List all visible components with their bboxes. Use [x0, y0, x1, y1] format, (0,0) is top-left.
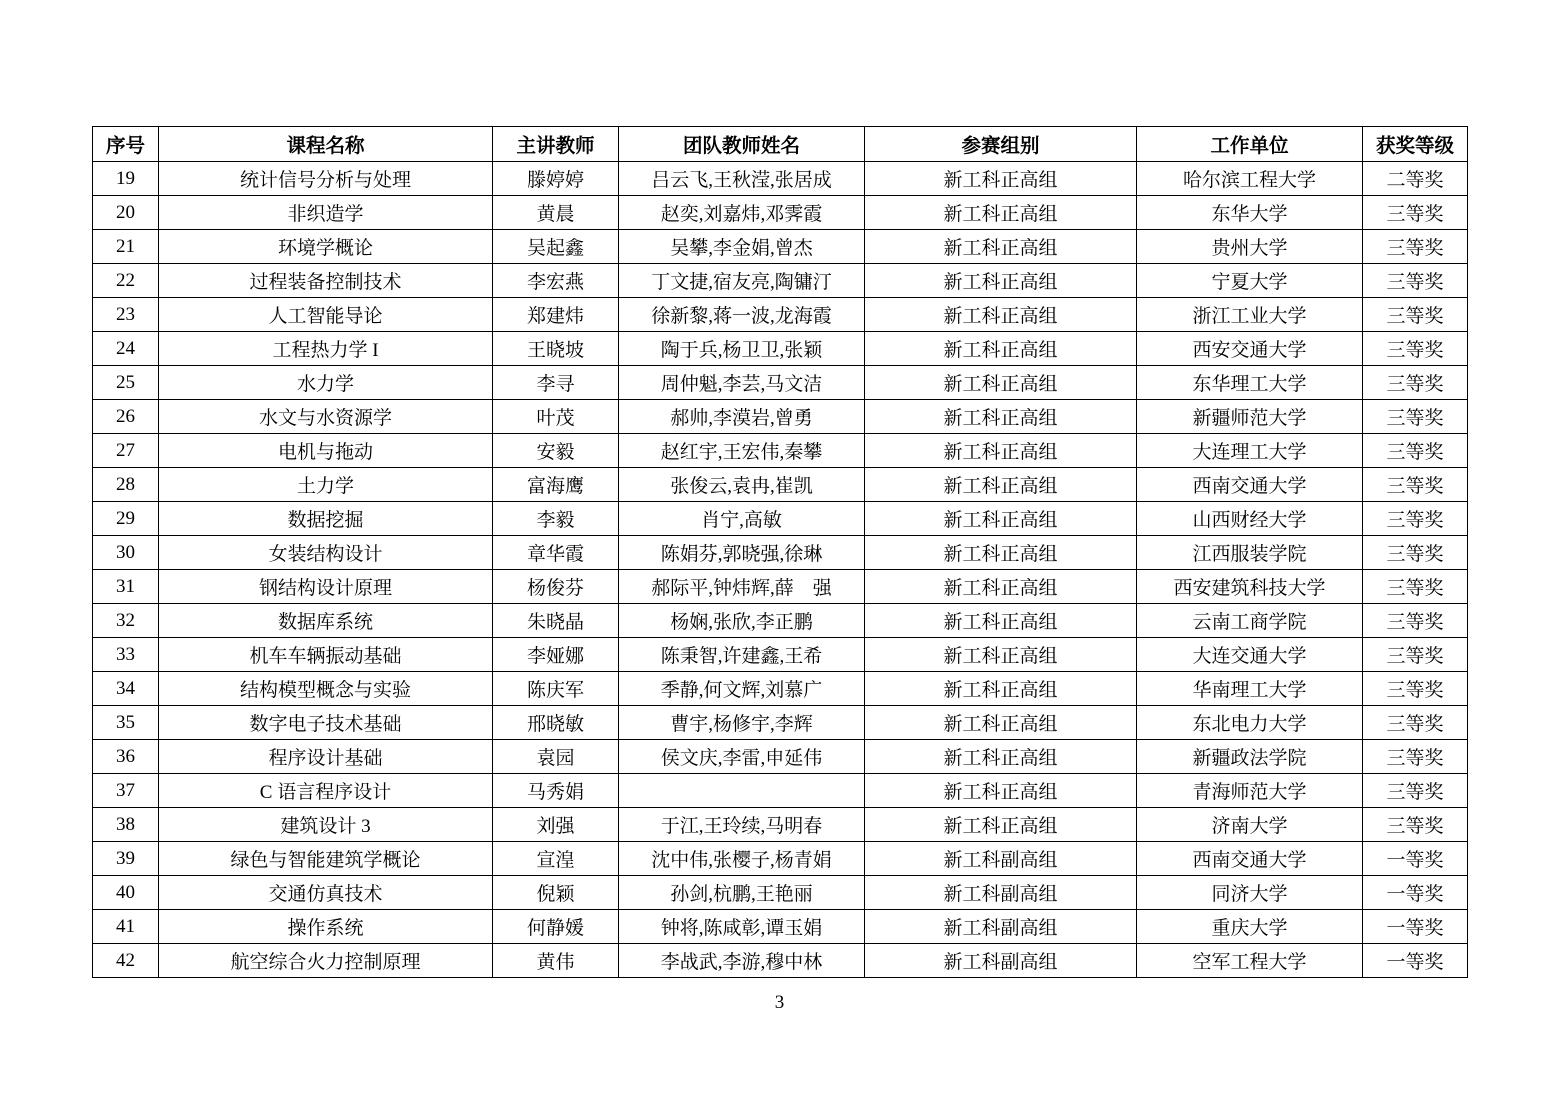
- cell-team-members: 郝际平,钟炜辉,薛 强: [619, 570, 865, 604]
- cell-lead-teacher: 倪颖: [493, 876, 619, 910]
- cell-award-level: 三等奖: [1363, 672, 1468, 706]
- cell-award-level: 一等奖: [1363, 842, 1468, 876]
- cell-institution: 贵州大学: [1137, 230, 1363, 264]
- table-row: [93, 944, 1468, 978]
- table-row: [93, 570, 1468, 604]
- table-row: [93, 468, 1468, 502]
- cell-course-name: 人工智能导论: [159, 298, 493, 332]
- cell-award-level: 三等奖: [1363, 536, 1468, 570]
- cell-award-level: 三等奖: [1363, 196, 1468, 230]
- cell-award-level: 三等奖: [1363, 434, 1468, 468]
- cell-index: 36: [93, 740, 159, 774]
- cell-lead-teacher: 李毅: [493, 502, 619, 536]
- award-table-container: [92, 126, 1467, 978]
- cell-institution: 大连交通大学: [1137, 638, 1363, 672]
- table-row: [93, 162, 1468, 196]
- cell-course-name: 女装结构设计: [159, 536, 493, 570]
- cell-lead-teacher: 黄伟: [493, 944, 619, 978]
- cell-award-level: 三等奖: [1363, 706, 1468, 740]
- cell-course-name: 机车车辆振动基础: [159, 638, 493, 672]
- column-header-award-level: 获奖等级: [1363, 127, 1468, 162]
- cell-lead-teacher: 郑建炜: [493, 298, 619, 332]
- cell-team-members: 郝帅,李漠岩,曾勇: [619, 400, 865, 434]
- cell-award-level: 三等奖: [1363, 808, 1468, 842]
- cell-group: 新工科副高组: [865, 876, 1137, 910]
- table-row: [93, 808, 1468, 842]
- cell-institution: 江西服装学院: [1137, 536, 1363, 570]
- table-row: [93, 876, 1468, 910]
- cell-award-level: 三等奖: [1363, 332, 1468, 366]
- cell-team-members: 李战武,李游,穆中林: [619, 944, 865, 978]
- cell-institution: 重庆大学: [1137, 910, 1363, 944]
- cell-award-level: 一等奖: [1363, 944, 1468, 978]
- cell-course-name: 过程装备控制技术: [159, 264, 493, 298]
- cell-lead-teacher: 黄晨: [493, 196, 619, 230]
- column-header-group: 参赛组别: [865, 127, 1137, 162]
- cell-group: 新工科正高组: [865, 264, 1137, 298]
- table-row: [93, 536, 1468, 570]
- cell-group: 新工科正高组: [865, 570, 1137, 604]
- cell-award-level: 二等奖: [1363, 162, 1468, 196]
- cell-index: 21: [93, 230, 159, 264]
- cell-team-members: 张俊云,袁冉,崔凯: [619, 468, 865, 502]
- cell-group: 新工科正高组: [865, 366, 1137, 400]
- table-row: [93, 774, 1468, 808]
- table-row: [93, 638, 1468, 672]
- cell-institution: 新疆政法学院: [1137, 740, 1363, 774]
- cell-lead-teacher: 叶茂: [493, 400, 619, 434]
- cell-group: 新工科正高组: [865, 638, 1137, 672]
- cell-institution: 东北电力大学: [1137, 706, 1363, 740]
- cell-team-members: 吕云飞,王秋滢,张居成: [619, 162, 865, 196]
- table-row: [93, 298, 1468, 332]
- table-row: [93, 366, 1468, 400]
- cell-institution: 华南理工大学: [1137, 672, 1363, 706]
- cell-lead-teacher: 宣湟: [493, 842, 619, 876]
- cell-course-name: 工程热力学 I: [159, 332, 493, 366]
- cell-group: 新工科正高组: [865, 434, 1137, 468]
- cell-lead-teacher: 陈庆军: [493, 672, 619, 706]
- cell-team-members: 赵奕,刘嘉炜,邓霁霞: [619, 196, 865, 230]
- cell-lead-teacher: 何静媛: [493, 910, 619, 944]
- cell-team-members: 侯文庆,李雷,申延伟: [619, 740, 865, 774]
- cell-course-name: 电机与拖动: [159, 434, 493, 468]
- cell-index: 28: [93, 468, 159, 502]
- cell-index: 41: [93, 910, 159, 944]
- cell-index: 24: [93, 332, 159, 366]
- cell-institution: 济南大学: [1137, 808, 1363, 842]
- cell-team-members: 季静,何文辉,刘慕广: [619, 672, 865, 706]
- cell-team-members: 于江,王玲续,马明春: [619, 808, 865, 842]
- cell-lead-teacher: 马秀娟: [493, 774, 619, 808]
- cell-lead-teacher: 李娅娜: [493, 638, 619, 672]
- cell-award-level: 三等奖: [1363, 570, 1468, 604]
- column-header-lead-teacher: 主讲教师: [493, 127, 619, 162]
- cell-group: 新工科正高组: [865, 332, 1137, 366]
- cell-award-level: 一等奖: [1363, 876, 1468, 910]
- cell-index: 40: [93, 876, 159, 910]
- cell-index: 26: [93, 400, 159, 434]
- cell-index: 32: [93, 604, 159, 638]
- cell-group: 新工科正高组: [865, 162, 1137, 196]
- cell-lead-teacher: 王晓坡: [493, 332, 619, 366]
- cell-index: 22: [93, 264, 159, 298]
- table-row: [93, 502, 1468, 536]
- table-row: [93, 672, 1468, 706]
- cell-institution: 哈尔滨工程大学: [1137, 162, 1363, 196]
- cell-index: 38: [93, 808, 159, 842]
- cell-award-level: 三等奖: [1363, 502, 1468, 536]
- cell-institution: 东华大学: [1137, 196, 1363, 230]
- cell-course-name: 航空综合火力控制原理: [159, 944, 493, 978]
- cell-team-members: [619, 774, 865, 808]
- cell-group: 新工科正高组: [865, 740, 1137, 774]
- cell-team-members: 赵红宇,王宏伟,秦攀: [619, 434, 865, 468]
- cell-course-name: 操作系统: [159, 910, 493, 944]
- cell-group: 新工科正高组: [865, 502, 1137, 536]
- cell-team-members: 陶于兵,杨卫卫,张颖: [619, 332, 865, 366]
- cell-lead-teacher: 滕婷婷: [493, 162, 619, 196]
- table-row: [93, 740, 1468, 774]
- cell-course-name: 钢结构设计原理: [159, 570, 493, 604]
- table-row: [93, 264, 1468, 298]
- cell-award-level: 三等奖: [1363, 774, 1468, 808]
- cell-lead-teacher: 富海鹰: [493, 468, 619, 502]
- cell-institution: 西安交通大学: [1137, 332, 1363, 366]
- cell-course-name: 结构模型概念与实验: [159, 672, 493, 706]
- cell-team-members: 钟将,陈咸彰,谭玉娟: [619, 910, 865, 944]
- table-row: [93, 230, 1468, 264]
- cell-team-members: 孙剑,杭鹏,王艳丽: [619, 876, 865, 910]
- table-row: [93, 434, 1468, 468]
- cell-course-name: 环境学概论: [159, 230, 493, 264]
- cell-lead-teacher: 邢晓敏: [493, 706, 619, 740]
- cell-group: 新工科正高组: [865, 672, 1137, 706]
- cell-index: 19: [93, 162, 159, 196]
- cell-institution: 云南工商学院: [1137, 604, 1363, 638]
- cell-group: 新工科正高组: [865, 706, 1137, 740]
- cell-award-level: 三等奖: [1363, 298, 1468, 332]
- cell-course-name: 统计信号分析与处理: [159, 162, 493, 196]
- cell-index: 29: [93, 502, 159, 536]
- cell-institution: 西安建筑科技大学: [1137, 570, 1363, 604]
- cell-course-name: 数据库系统: [159, 604, 493, 638]
- cell-group: 新工科正高组: [865, 468, 1137, 502]
- cell-institution: 浙江工业大学: [1137, 298, 1363, 332]
- cell-course-name: 程序设计基础: [159, 740, 493, 774]
- cell-team-members: 陈娟芬,郭晓强,徐琳: [619, 536, 865, 570]
- cell-institution: 宁夏大学: [1137, 264, 1363, 298]
- cell-index: 30: [93, 536, 159, 570]
- cell-lead-teacher: 安毅: [493, 434, 619, 468]
- cell-award-level: 三等奖: [1363, 366, 1468, 400]
- table-row: [93, 910, 1468, 944]
- cell-group: 新工科正高组: [865, 196, 1137, 230]
- cell-lead-teacher: 李寻: [493, 366, 619, 400]
- column-header-course-name: 课程名称: [159, 127, 493, 162]
- cell-course-name: 交通仿真技术: [159, 876, 493, 910]
- cell-team-members: 杨娴,张欣,李正鹏: [619, 604, 865, 638]
- cell-team-members: 陈秉智,许建鑫,王希: [619, 638, 865, 672]
- cell-institution: 新疆师范大学: [1137, 400, 1363, 434]
- cell-index: 42: [93, 944, 159, 978]
- cell-group: 新工科正高组: [865, 774, 1137, 808]
- cell-course-name: 非织造学: [159, 196, 493, 230]
- cell-lead-teacher: 刘强: [493, 808, 619, 842]
- cell-award-level: 三等奖: [1363, 264, 1468, 298]
- cell-team-members: 曹宇,杨修宇,李辉: [619, 706, 865, 740]
- cell-award-level: 一等奖: [1363, 910, 1468, 944]
- table-row: [93, 604, 1468, 638]
- table-row: [93, 842, 1468, 876]
- cell-team-members: 吴攀,李金娟,曾杰: [619, 230, 865, 264]
- cell-index: 23: [93, 298, 159, 332]
- cell-institution: 东华理工大学: [1137, 366, 1363, 400]
- cell-team-members: 肖宁,高敏: [619, 502, 865, 536]
- cell-course-name: 土力学: [159, 468, 493, 502]
- column-header-institution: 工作单位: [1137, 127, 1363, 162]
- cell-lead-teacher: 杨俊芬: [493, 570, 619, 604]
- cell-group: 新工科正高组: [865, 230, 1137, 264]
- cell-index: 20: [93, 196, 159, 230]
- cell-course-name: 水文与水资源学: [159, 400, 493, 434]
- cell-institution: 同济大学: [1137, 876, 1363, 910]
- cell-institution: 青海师范大学: [1137, 774, 1363, 808]
- cell-institution: 西南交通大学: [1137, 842, 1363, 876]
- cell-course-name: 数据挖掘: [159, 502, 493, 536]
- award-table: [92, 126, 1468, 978]
- page-number: 3: [774, 992, 785, 1013]
- cell-course-name: 建筑设计 3: [159, 808, 493, 842]
- table-header-row: [93, 127, 1468, 162]
- cell-index: 35: [93, 706, 159, 740]
- cell-group: 新工科副高组: [865, 842, 1137, 876]
- cell-course-name: 绿色与智能建筑学概论: [159, 842, 493, 876]
- cell-group: 新工科正高组: [865, 400, 1137, 434]
- cell-institution: 空军工程大学: [1137, 944, 1363, 978]
- cell-index: 39: [93, 842, 159, 876]
- cell-lead-teacher: 袁园: [493, 740, 619, 774]
- cell-index: 37: [93, 774, 159, 808]
- cell-course-name: C 语言程序设计: [159, 774, 493, 808]
- cell-team-members: 沈中伟,张樱子,杨青娟: [619, 842, 865, 876]
- cell-team-members: 徐新黎,蒋一波,龙海霞: [619, 298, 865, 332]
- table-row: [93, 400, 1468, 434]
- cell-lead-teacher: 章华霞: [493, 536, 619, 570]
- cell-group: 新工科副高组: [865, 910, 1137, 944]
- cell-award-level: 三等奖: [1363, 468, 1468, 502]
- cell-award-level: 三等奖: [1363, 400, 1468, 434]
- cell-group: 新工科正高组: [865, 604, 1137, 638]
- table-row: [93, 332, 1468, 366]
- table-header: [93, 127, 1468, 162]
- cell-group: 新工科正高组: [865, 536, 1137, 570]
- cell-index: 34: [93, 672, 159, 706]
- cell-award-level: 三等奖: [1363, 638, 1468, 672]
- column-header-team-members: 团队教师姓名: [619, 127, 865, 162]
- cell-group: 新工科正高组: [865, 808, 1137, 842]
- cell-lead-teacher: 朱晓晶: [493, 604, 619, 638]
- table-body: [93, 162, 1468, 978]
- cell-index: 27: [93, 434, 159, 468]
- cell-institution: 山西财经大学: [1137, 502, 1363, 536]
- cell-lead-teacher: 李宏燕: [493, 264, 619, 298]
- table-row: [93, 196, 1468, 230]
- cell-lead-teacher: 吴起鑫: [493, 230, 619, 264]
- column-header-index: 序号: [93, 127, 159, 162]
- cell-course-name: 水力学: [159, 366, 493, 400]
- cell-institution: 西南交通大学: [1137, 468, 1363, 502]
- cell-award-level: 三等奖: [1363, 604, 1468, 638]
- cell-award-level: 三等奖: [1363, 740, 1468, 774]
- cell-index: 25: [93, 366, 159, 400]
- table-row: [93, 706, 1468, 740]
- cell-index: 33: [93, 638, 159, 672]
- cell-index: 31: [93, 570, 159, 604]
- cell-team-members: 丁文捷,宿友亮,陶镛汀: [619, 264, 865, 298]
- cell-award-level: 三等奖: [1363, 230, 1468, 264]
- cell-group: 新工科正高组: [865, 298, 1137, 332]
- cell-institution: 大连理工大学: [1137, 434, 1363, 468]
- cell-group: 新工科副高组: [865, 944, 1137, 978]
- cell-course-name: 数字电子技术基础: [159, 706, 493, 740]
- cell-team-members: 周仲魁,李芸,马文洁: [619, 366, 865, 400]
